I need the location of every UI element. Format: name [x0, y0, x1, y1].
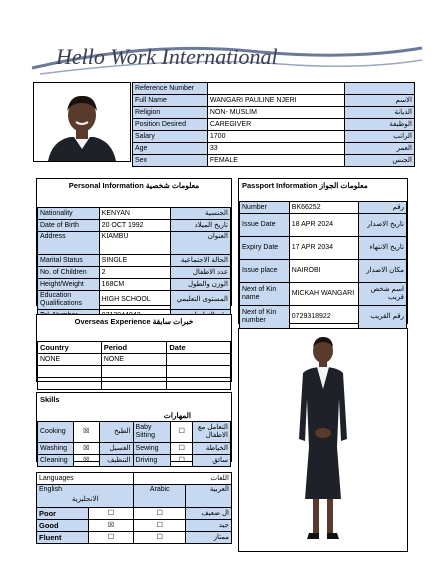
personal-table — [37, 207, 231, 322]
skill-label: Cooking — [38, 422, 74, 443]
personal-value: 168CM — [99, 279, 170, 291]
skills-title: Skills — [40, 395, 60, 404]
ref-label: Full Name — [133, 95, 208, 107]
personal-value: SINGLE — [99, 255, 170, 267]
passport-label: Issue place — [240, 260, 290, 283]
overseas-row — [38, 366, 231, 378]
skills-row — [38, 455, 231, 467]
language-english — [37, 485, 134, 508]
ref-label-ar: الاسم — [345, 95, 415, 107]
ref-label: Salary — [133, 131, 208, 143]
passport-value: BK66252 — [289, 202, 358, 214]
personal-label-ar: تاريخ الميلاد — [171, 220, 231, 232]
passport-value: MICKAH WANGARI — [289, 283, 358, 306]
ref-label: Position Desired — [133, 119, 208, 131]
overseas-title-ar: خبرات سابقة — [152, 317, 194, 326]
overseas-cell — [38, 378, 102, 390]
reference-row — [133, 95, 415, 107]
language-english-ar: الانجليزية — [71, 496, 99, 503]
personal-value: KENYAN — [99, 208, 170, 220]
overseas-row — [38, 354, 231, 366]
language-english-checkbox[interactable]: ☐ — [88, 532, 134, 544]
personal-row — [38, 255, 231, 267]
ref-label-ar: الوظيفة — [345, 119, 415, 131]
personal-label: Height/Weight — [38, 279, 100, 291]
passport-table — [239, 201, 407, 329]
personal-label-ar: الجنسية — [171, 208, 231, 220]
language-arabic-ar: العربية — [186, 485, 232, 508]
overseas-header-row — [38, 342, 231, 354]
skills-row — [38, 422, 231, 443]
reference-row — [133, 119, 415, 131]
personal-row — [38, 208, 231, 220]
skill-label-ar: سائق — [193, 455, 231, 467]
personal-value: 2 — [99, 267, 170, 279]
passport-title: Passport Information — [242, 181, 318, 190]
languages-header-row — [37, 485, 232, 508]
language-level-label: Fluent — [37, 532, 89, 544]
skill-label-ar: الخياطة — [193, 443, 231, 455]
personal-value: 20 OCT 1992 — [99, 220, 170, 232]
passport-label: Number — [240, 202, 290, 214]
skill-checkbox[interactable]: ☒ — [73, 455, 99, 467]
full-body-photo — [238, 328, 408, 552]
personal-label-ar: الحالة الاجتماعية — [171, 255, 231, 267]
passport-label-ar: تاريخ الاصدار — [359, 214, 407, 237]
language-level-row — [37, 508, 232, 520]
personal-title: Personal Information — [68, 181, 144, 190]
skills-title-ar: المهارات — [163, 411, 191, 420]
skill-checkbox[interactable]: ☒ — [73, 422, 99, 443]
personal-label: Date of Birth — [38, 220, 100, 232]
skill-label: Driving — [133, 455, 171, 467]
language-level-label: Poor — [37, 508, 89, 520]
overseas-cell — [101, 378, 167, 390]
reference-row — [133, 83, 415, 95]
skill-checkbox[interactable]: ☐ — [171, 455, 193, 467]
ref-value: 33 — [207, 143, 345, 155]
ref-value: CAREGIVER — [207, 119, 345, 131]
logo-graphic — [30, 30, 425, 80]
personal-row — [38, 291, 231, 310]
passport-info-section — [238, 178, 408, 324]
ref-label-ar: الجنس — [345, 155, 415, 167]
passport-label-ar: تاريخ الانتهاء — [359, 237, 407, 260]
language-arabic-checkbox[interactable]: ☐ — [134, 532, 186, 544]
passport-value: 18 APR 2024 — [289, 214, 358, 237]
skills-table — [37, 421, 231, 467]
skill-label: Washing — [38, 443, 74, 455]
skill-label-ar: الطبخ — [99, 422, 133, 443]
passport-label-ar: رقم القريب — [359, 306, 407, 329]
skills-row — [38, 443, 231, 455]
ref-label: Age — [133, 143, 208, 155]
ref-label: Sex — [133, 155, 208, 167]
passport-row — [240, 214, 407, 237]
personal-label-ar: عدد الاطفال — [171, 267, 231, 279]
reference-row — [133, 143, 415, 155]
overseas-row — [38, 378, 231, 390]
languages-title: Languages — [37, 473, 134, 485]
reference-table — [132, 82, 415, 167]
overseas-cell — [101, 366, 167, 378]
passport-value: 0729318922 — [289, 306, 358, 329]
skill-checkbox[interactable]: ☒ — [73, 443, 99, 455]
language-english-label: English — [39, 486, 62, 493]
passport-row — [240, 306, 407, 329]
overseas-header-country: Country — [38, 342, 102, 354]
language-arabic-checkbox[interactable]: ☐ — [134, 508, 186, 520]
company-logo — [30, 30, 425, 80]
overseas-cell: NONE — [101, 354, 167, 366]
personal-label: No. of Children — [38, 267, 100, 279]
personal-label: Marital Status — [38, 255, 100, 267]
personal-value: KIAMBU — [99, 232, 170, 255]
personal-row — [38, 232, 231, 255]
personal-label: Address — [38, 232, 100, 255]
passport-label-ar: رقم — [359, 202, 407, 214]
ref-label: Reference Number — [133, 83, 208, 95]
passport-row — [240, 202, 407, 214]
skill-label-ar: الغسيل — [99, 443, 133, 455]
skill-label-ar: التعامل مع الاطفال — [193, 422, 231, 443]
language-level-row — [37, 532, 232, 544]
skill-label-ar: التنظيف — [99, 455, 133, 467]
personal-label: Nationality — [38, 208, 100, 220]
passport-label: Expiry Date — [240, 237, 290, 260]
overseas-cell — [167, 354, 231, 366]
ref-value: NON- MUSLIM — [207, 107, 345, 119]
passport-title-ar: معلومات الجواز — [319, 181, 368, 190]
ref-label: Religion — [133, 107, 208, 119]
overseas-cell — [167, 366, 231, 378]
language-level-ar: جيد — [186, 520, 232, 532]
overseas-table — [37, 341, 231, 390]
passport-value: 17 APR 2034 — [289, 237, 358, 260]
languages-table — [36, 472, 232, 544]
logo-text: Hello Work International — [56, 44, 278, 69]
personal-row — [38, 220, 231, 232]
skill-label: Sewing — [133, 443, 171, 455]
ref-value — [207, 83, 345, 95]
personal-label-ar: المستوى التعليمي — [171, 291, 231, 310]
ref-label-ar — [345, 83, 415, 95]
personal-label-ar: الوزن والطول — [171, 279, 231, 291]
skill-checkbox[interactable]: ☐ — [171, 443, 193, 455]
passport-label: Next of Kin number — [240, 306, 290, 329]
portrait-photo — [33, 82, 131, 162]
languages-title-row — [37, 473, 232, 485]
skill-checkbox[interactable]: ☐ — [171, 422, 193, 443]
ref-label-ar: العمر — [345, 143, 415, 155]
ref-value: 1700 — [207, 131, 345, 143]
passport-row — [240, 237, 407, 260]
ref-label-ar: الديانة — [345, 107, 415, 119]
overseas-experience-section — [36, 314, 232, 382]
personal-row — [38, 279, 231, 291]
passport-row — [240, 260, 407, 283]
language-arabic-label: Arabic — [134, 485, 186, 508]
personal-title-ar: معلومات شخصية — [145, 181, 200, 190]
languages-title-ar: اللغات — [134, 473, 232, 485]
personal-label: Education Qualifications — [38, 291, 100, 310]
personal-value: HIGH SCHOOL — [99, 291, 170, 310]
overseas-cell: NONE — [38, 354, 102, 366]
language-level-row — [37, 520, 232, 532]
language-level-ar: ممتاز — [186, 532, 232, 544]
skills-section — [36, 392, 232, 462]
language-level-ar: ال ضعيف — [186, 508, 232, 520]
ref-value: FEMALE — [207, 155, 345, 167]
personal-label-ar: العنوان — [171, 232, 231, 255]
overseas-header-period: Period — [101, 342, 167, 354]
overseas-header-date: Date — [167, 342, 231, 354]
ref-value: WANGARI PAULINE NJERI — [207, 95, 345, 107]
passport-label: Next of Kin name — [240, 283, 290, 306]
language-english-checkbox[interactable]: ☒ — [88, 520, 134, 532]
reference-row — [133, 107, 415, 119]
reference-row — [133, 131, 415, 143]
language-arabic-checkbox[interactable]: ☐ — [134, 520, 186, 532]
personal-row — [38, 267, 231, 279]
skill-label: Cleaning — [38, 455, 74, 467]
ref-label-ar: الراتب — [345, 131, 415, 143]
language-english-checkbox[interactable]: ☐ — [88, 508, 134, 520]
reference-row — [133, 155, 415, 167]
overseas-cell — [38, 366, 102, 378]
overseas-title: Overseas Experience — [74, 317, 151, 326]
language-level-label: Good — [37, 520, 89, 532]
passport-label-ar: اسم شخص قريب — [359, 283, 407, 306]
passport-row — [240, 283, 407, 306]
personal-info-section — [36, 178, 232, 306]
skill-label: Baby Sitting — [133, 422, 171, 443]
passport-label-ar: مكان الاصدار — [359, 260, 407, 283]
overseas-cell — [167, 378, 231, 390]
passport-label: Issue Date — [240, 214, 290, 237]
passport-value: NAIROBI — [289, 260, 358, 283]
